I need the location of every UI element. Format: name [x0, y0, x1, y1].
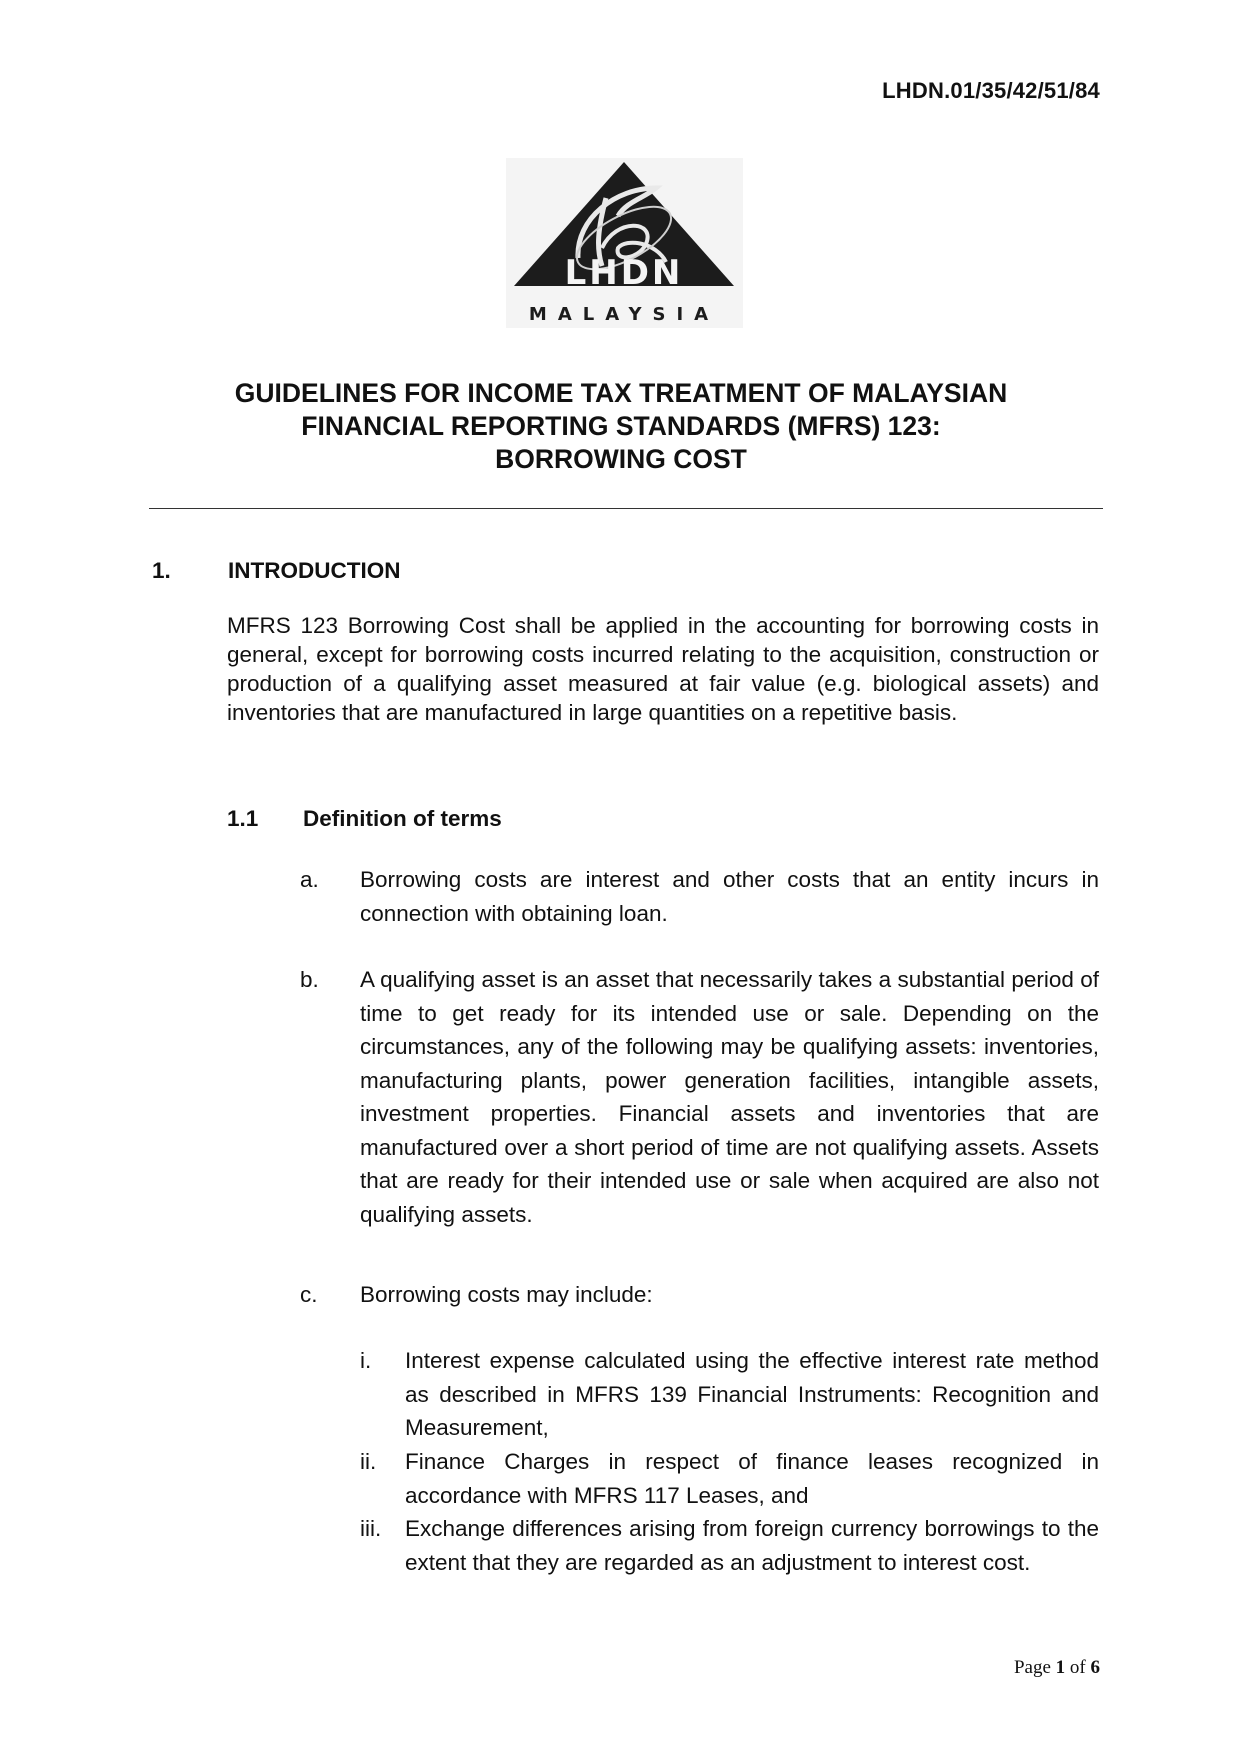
list-label: c.: [300, 1282, 318, 1307]
list-item-text: A qualifying asset is an asset that necessarily takes a substantial period of time to get ready for its intended use or sale. Depending on the circumstances, any of the following may be qualifying assets: inventories, manufacturing plants, power generation facilities, intangible assets, investment properties. Financial assets and inventories that are manufactured over a short period of time are not qualifying assets. Assets that are ready for their intended use or sale when acquired are also not qualifying assets.: [360, 967, 1099, 1227]
title-divider: [149, 508, 1103, 509]
section-number: 1.: [152, 558, 171, 583]
sublist-label: iii.: [360, 1516, 382, 1541]
subsection-number: 1.1: [227, 806, 259, 831]
title-line-3: BORROWING COST: [495, 444, 747, 474]
introduction-paragraph: MFRS 123 Borrowing Cost shall be applied in the accounting for borrowing costs in general, except for borrowing costs incurred relating to the acquisition, construction or production of a qualifying asset measured at fair value (e.g. biological assets) and inventories that are manufactured in large quantities on a repetitive basis.: [227, 613, 1099, 725]
sublist-label: ii.: [360, 1449, 377, 1474]
of-word: of: [1069, 1657, 1086, 1678]
list-item-text: Borrowing costs may include:: [360, 1282, 653, 1307]
document-title: [140, 377, 1102, 476]
page-word: Page: [1013, 1657, 1051, 1678]
title-line-2: FINANCIAL REPORTING STANDARDS (MFRS) 123:: [301, 411, 941, 441]
sublist-item-text: Finance Charges in respect of finance leases recognized in accordance with MFRS 117 Leases, and: [405, 1449, 1099, 1508]
list-item-text: Borrowing costs are interest and other costs that an entity incurs in connection with obtaining loan.: [360, 867, 1099, 926]
list-label: a.: [300, 867, 319, 892]
logo-country: MALAYSIA: [528, 304, 720, 325]
sublist-label: i.: [360, 1348, 372, 1373]
total-pages: 6: [1090, 1657, 1100, 1678]
current-page: 1: [1055, 1657, 1066, 1678]
subsection-heading: Definition of terms: [303, 806, 502, 831]
sublist-item-text: Interest expense calculated using the effective interest rate method as described in MFRS 139 Financial Instruments: Recognition and Measurement,: [405, 1348, 1099, 1440]
title-line-1: GUIDELINES FOR INCOME TAX TREATMENT OF MALAYSIAN: [234, 378, 1008, 408]
logo-wordmark: LHDN: [564, 253, 684, 293]
list-label: b.: [300, 967, 319, 992]
sublist-item-text: Exchange differences arising from foreign currency borrowings to the extent that they are regarded as an adjustment to interest cost.: [405, 1516, 1099, 1575]
lhdn-logo: [506, 158, 743, 328]
section-heading: INTRODUCTION: [228, 558, 401, 583]
document-reference-number: LHDN.01/35/42/51/84: [882, 78, 1100, 103]
page-number: [1014, 1657, 1100, 1679]
